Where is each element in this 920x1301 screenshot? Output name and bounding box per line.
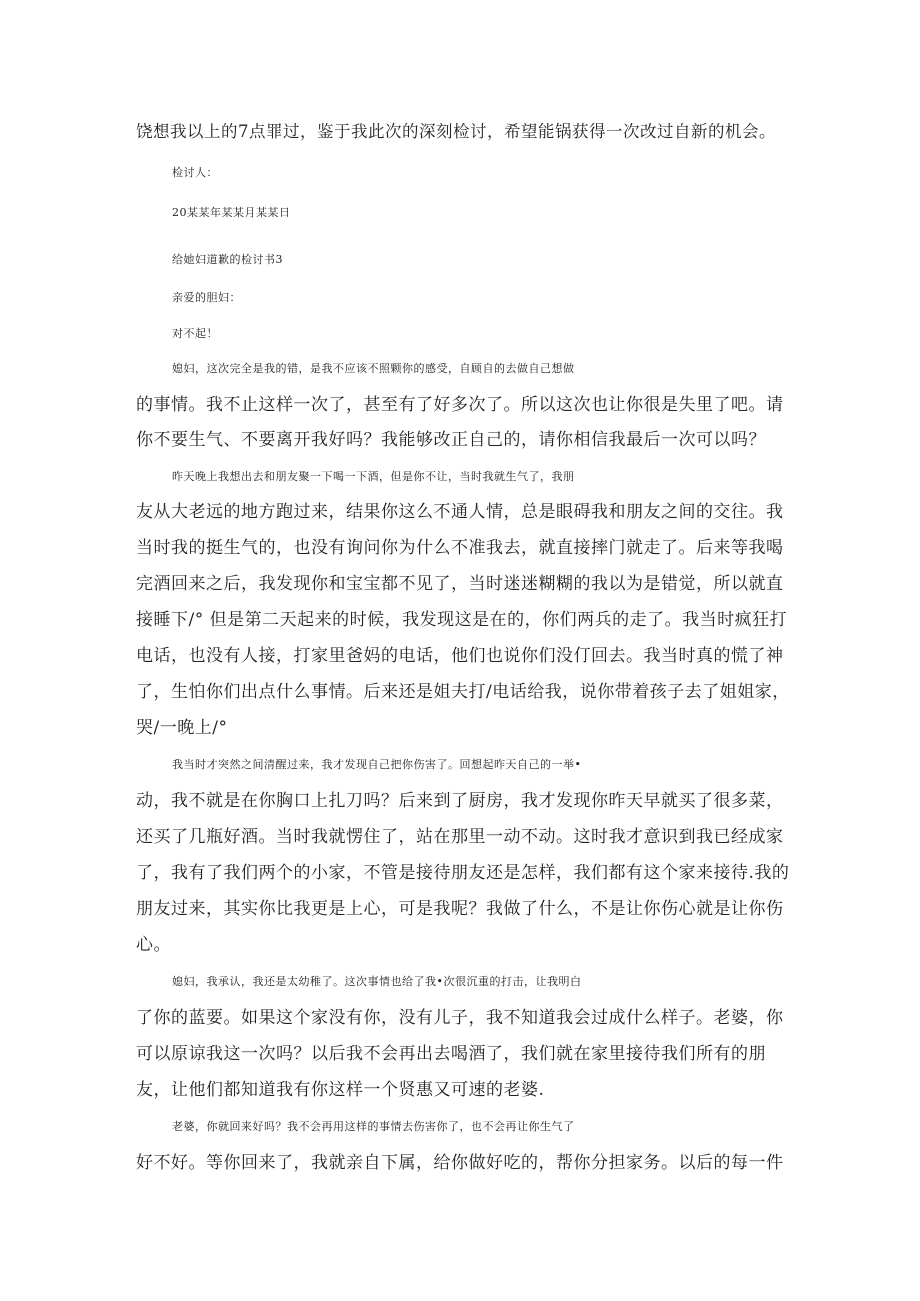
salutation: 亲爱的胆妇：	[172, 291, 241, 304]
text-line: 媳妇，这次完全是我的错，是我不应该不照颗你的感受，自顾自的去做自己想做	[172, 362, 575, 375]
text-line: 好不好。等你回来了，我就亲自下属，给你做好吃的，帮你分担家务。以后的每一件	[136, 1153, 784, 1173]
text-line: 了，我有了我们两个的小家，不管是接待朋友还是怎样，我们都有这个家来接待.我的	[136, 863, 790, 883]
text-line: 电话，也没有人接，打家里爸妈的电话，他们也说你们没仃回去。我当时真的慌了神	[136, 646, 784, 666]
text-line: 对不起！	[172, 327, 218, 340]
text-line: 朋友过来，其实你比我更是上心，可是我呢？我做了什么，不是让你伤心就是让你伤	[136, 899, 784, 919]
signer-label: 检讨人：	[172, 166, 218, 179]
text-line: 当时我的挺生气的，也没有询问你为什么不准我去，就直接摔门就走了。后来等我喝	[136, 538, 784, 558]
text-line: 饶想我以上的7点罪过，鉴于我此次的深刻检讨，希望能锅获得一次改过自新的机会。	[136, 122, 776, 141]
text-line: 哭/一晚上/°	[136, 718, 228, 738]
text-line: 你不要生气、不要离开我好吗？我能够改正自己的，请你相信我最后一次可以吗？	[136, 430, 766, 450]
text-line: 媳妇，我承认，我还是太幼稚了。这次事情也给了我•次很沉重的打击，让我明白	[172, 975, 582, 988]
date-line: 20某某年某某月某某日	[172, 206, 291, 219]
text-line: 昨天晚上我想出去和朋友聚一下喝一下酒，但是你不让，当时我就生气了，我朋	[172, 470, 575, 483]
text-line: 我当时才突然之间清醒过来，我才发现自己把你伤害了。回想起昨天自己的一举•	[172, 758, 582, 771]
text-line: 友从大老远的地方跑过来，结果你这么不通人情，总是眼碍我和朋友之间的交往。我	[136, 502, 784, 522]
text-line: 还买了几瓶好酒。当时我就愣住了，站在那里一动不动。这时我才意识到我已经成家	[136, 827, 784, 847]
text-line: 了，生怕你们出点什么事情。后来还是姐夫打/电话给我，说你带着孩子去了姐姐家，	[136, 682, 790, 702]
text-line: 的事情。我不止这样一次了，甚至有了好多次了。所以这次也让你很是失里了吧。请	[136, 395, 784, 415]
text-line: 了你的蓝要。如果这个家没有你，没有儿子，我不知道我会过成什么样子。老婆，你	[136, 1008, 784, 1028]
text-line: 动，我不就是在你胸口上扎刀吗？后来到了厨房，我才发现你昨天早就买了很多菜，	[136, 791, 784, 811]
text-line: 心。	[136, 935, 171, 955]
text-line: 完酒回来之后，我发现你和宝宝都不见了，当时迷迷糊糊的我以为是错觉，所以就直	[136, 574, 784, 594]
text-line: 可以原谅我这一次吗？以后我不会再出去喝酒了，我们就在家里接待我们所有的朋	[136, 1044, 766, 1064]
text-line: 接睡下/° 但是第二天起来的时候，我发现这是在的，你们两兵的走了。我当时疯狂打	[136, 610, 788, 630]
text-line: 友，让他们都知道我有你这样一个贤惠又可速的老婆.	[136, 1080, 545, 1100]
section-title: 给她妇道歉的检讨书3	[172, 253, 283, 266]
text-line: 老婆，你就回来好吗？我不会再用这样的事情去伤害你了，也不会再让你生气了	[172, 1120, 575, 1133]
